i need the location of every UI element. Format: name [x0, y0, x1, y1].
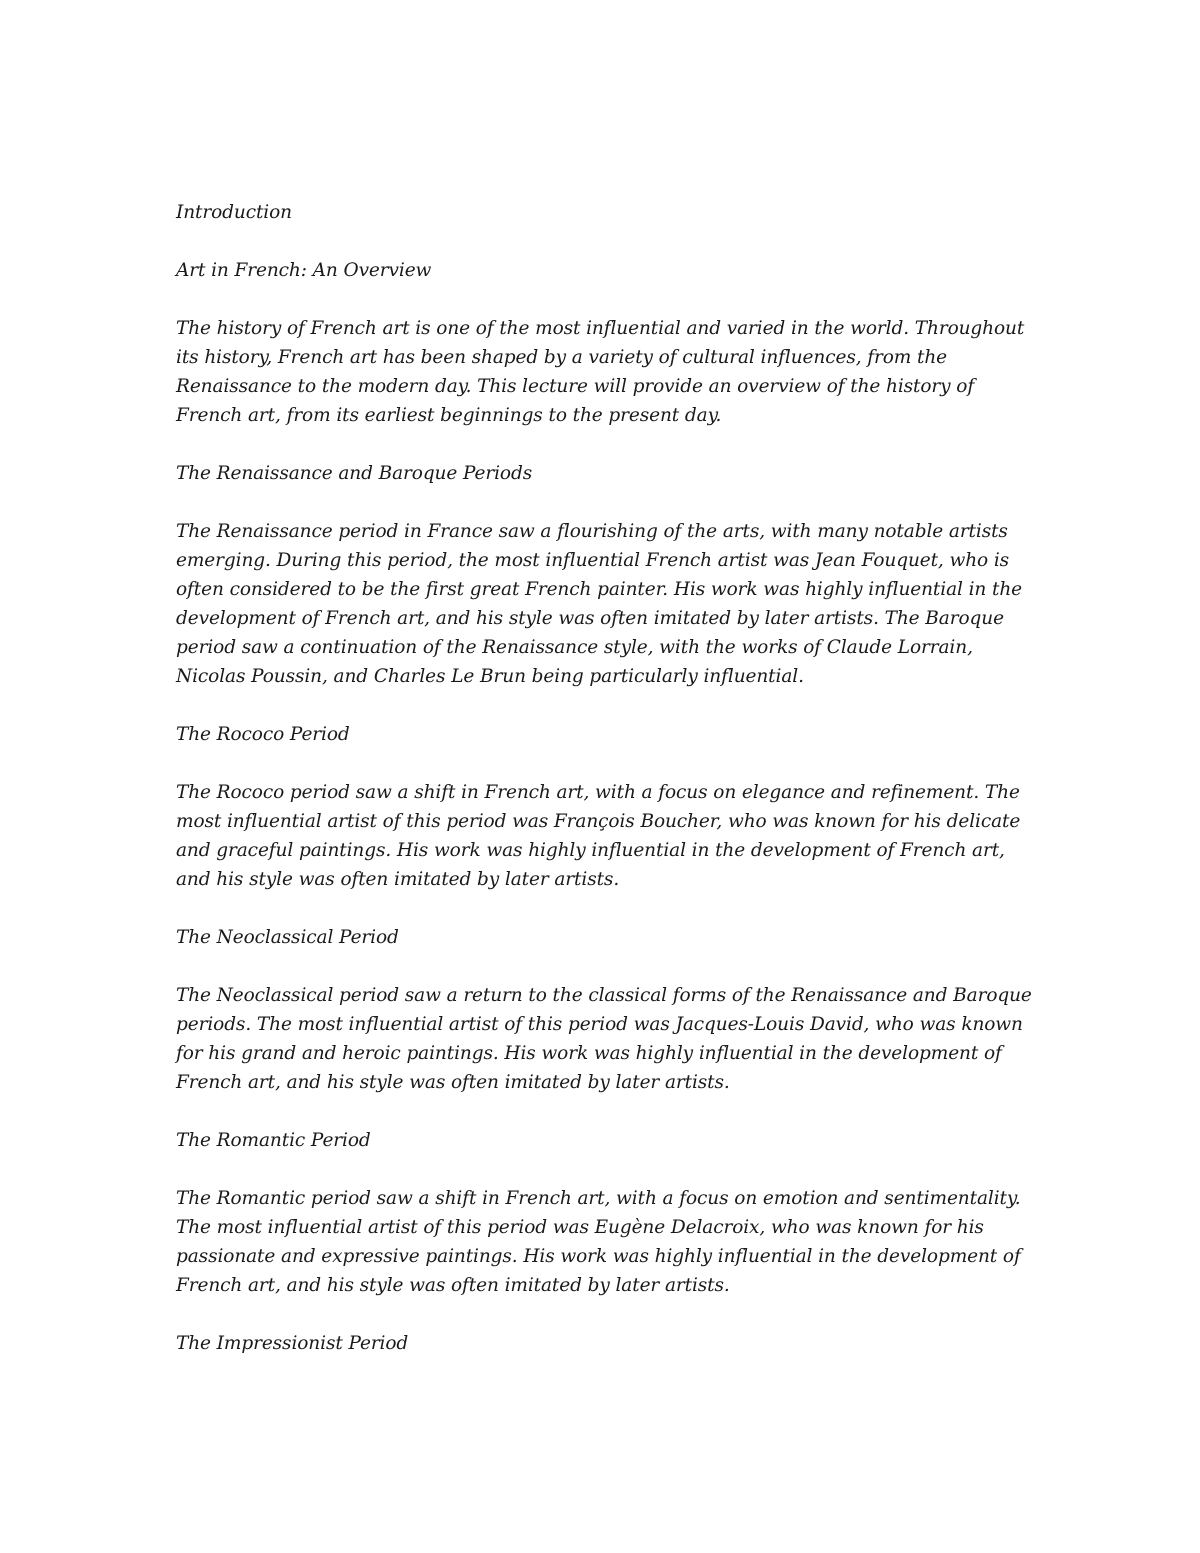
section-heading-romantic: The Romantic Period — [176, 1130, 371, 1151]
section-body-rococo: The Rococo period saw a shift in French art, with a focus on elegance and refinement. The most influential artist of this period was François Boucher, who was known for his delicate and graceful paintings. His work was highly influential in the development of French art, and his style was often imitated by later artists. — [176, 782, 1021, 890]
section-heading-renaissance-baroque: The Renaissance and Baroque Periods — [176, 463, 533, 484]
section-heading-neoclassical: The Neoclassical Period — [176, 927, 399, 948]
document-title: Art in French: An Overview — [176, 260, 432, 281]
section-body-renaissance-baroque: The Renaissance period in France saw a flourishing of the arts, with many notable artists emerging. During this period, the most influential French artist was Jean Fouquet, who is often considered to be the first great French painter. His work was highly influential in the development of French art, and his style was often imitated by later artists. The Baroque period saw a continuation of the Renaissance style, with the works of Claude Lorrain, Nicolas Poussin, and Charles Le Brun being particularly influential. — [176, 521, 1023, 687]
section-body-neoclassical: The Neoclassical period saw a return to the classical forms of the Renaissance and Baroque periods. The most influential artist of this period was Jacques-Louis David, who was known for his grand and heroic paintings. His work was highly influential in the development of French art, and his style was often imitated by later artists. — [176, 985, 1032, 1093]
intro-label: Introduction — [176, 202, 292, 223]
intro-paragraph: The history of French art is one of the most influential and varied in the world. Throughout its history, French art has been shaped by a variety of cultural influences, from the Renaissance to the modern day. This lecture will provide an overview of the history of French art, from its earliest beginnings to the present day. — [176, 318, 1025, 426]
section-heading-rococo: The Rococo Period — [176, 724, 350, 745]
section-body-romantic: The Romantic period saw a shift in French art, with a focus on emotion and sentimentality. The most influential artist of this period was Eugène Delacroix, who was known for his passionate and expressive paintings. His work was highly influential in the development of French art, and his style was often imitated by later artists. — [176, 1188, 1021, 1296]
document-page — [176, 198, 1036, 1387]
section-heading-impressionist: The Impressionist Period — [176, 1333, 409, 1354]
